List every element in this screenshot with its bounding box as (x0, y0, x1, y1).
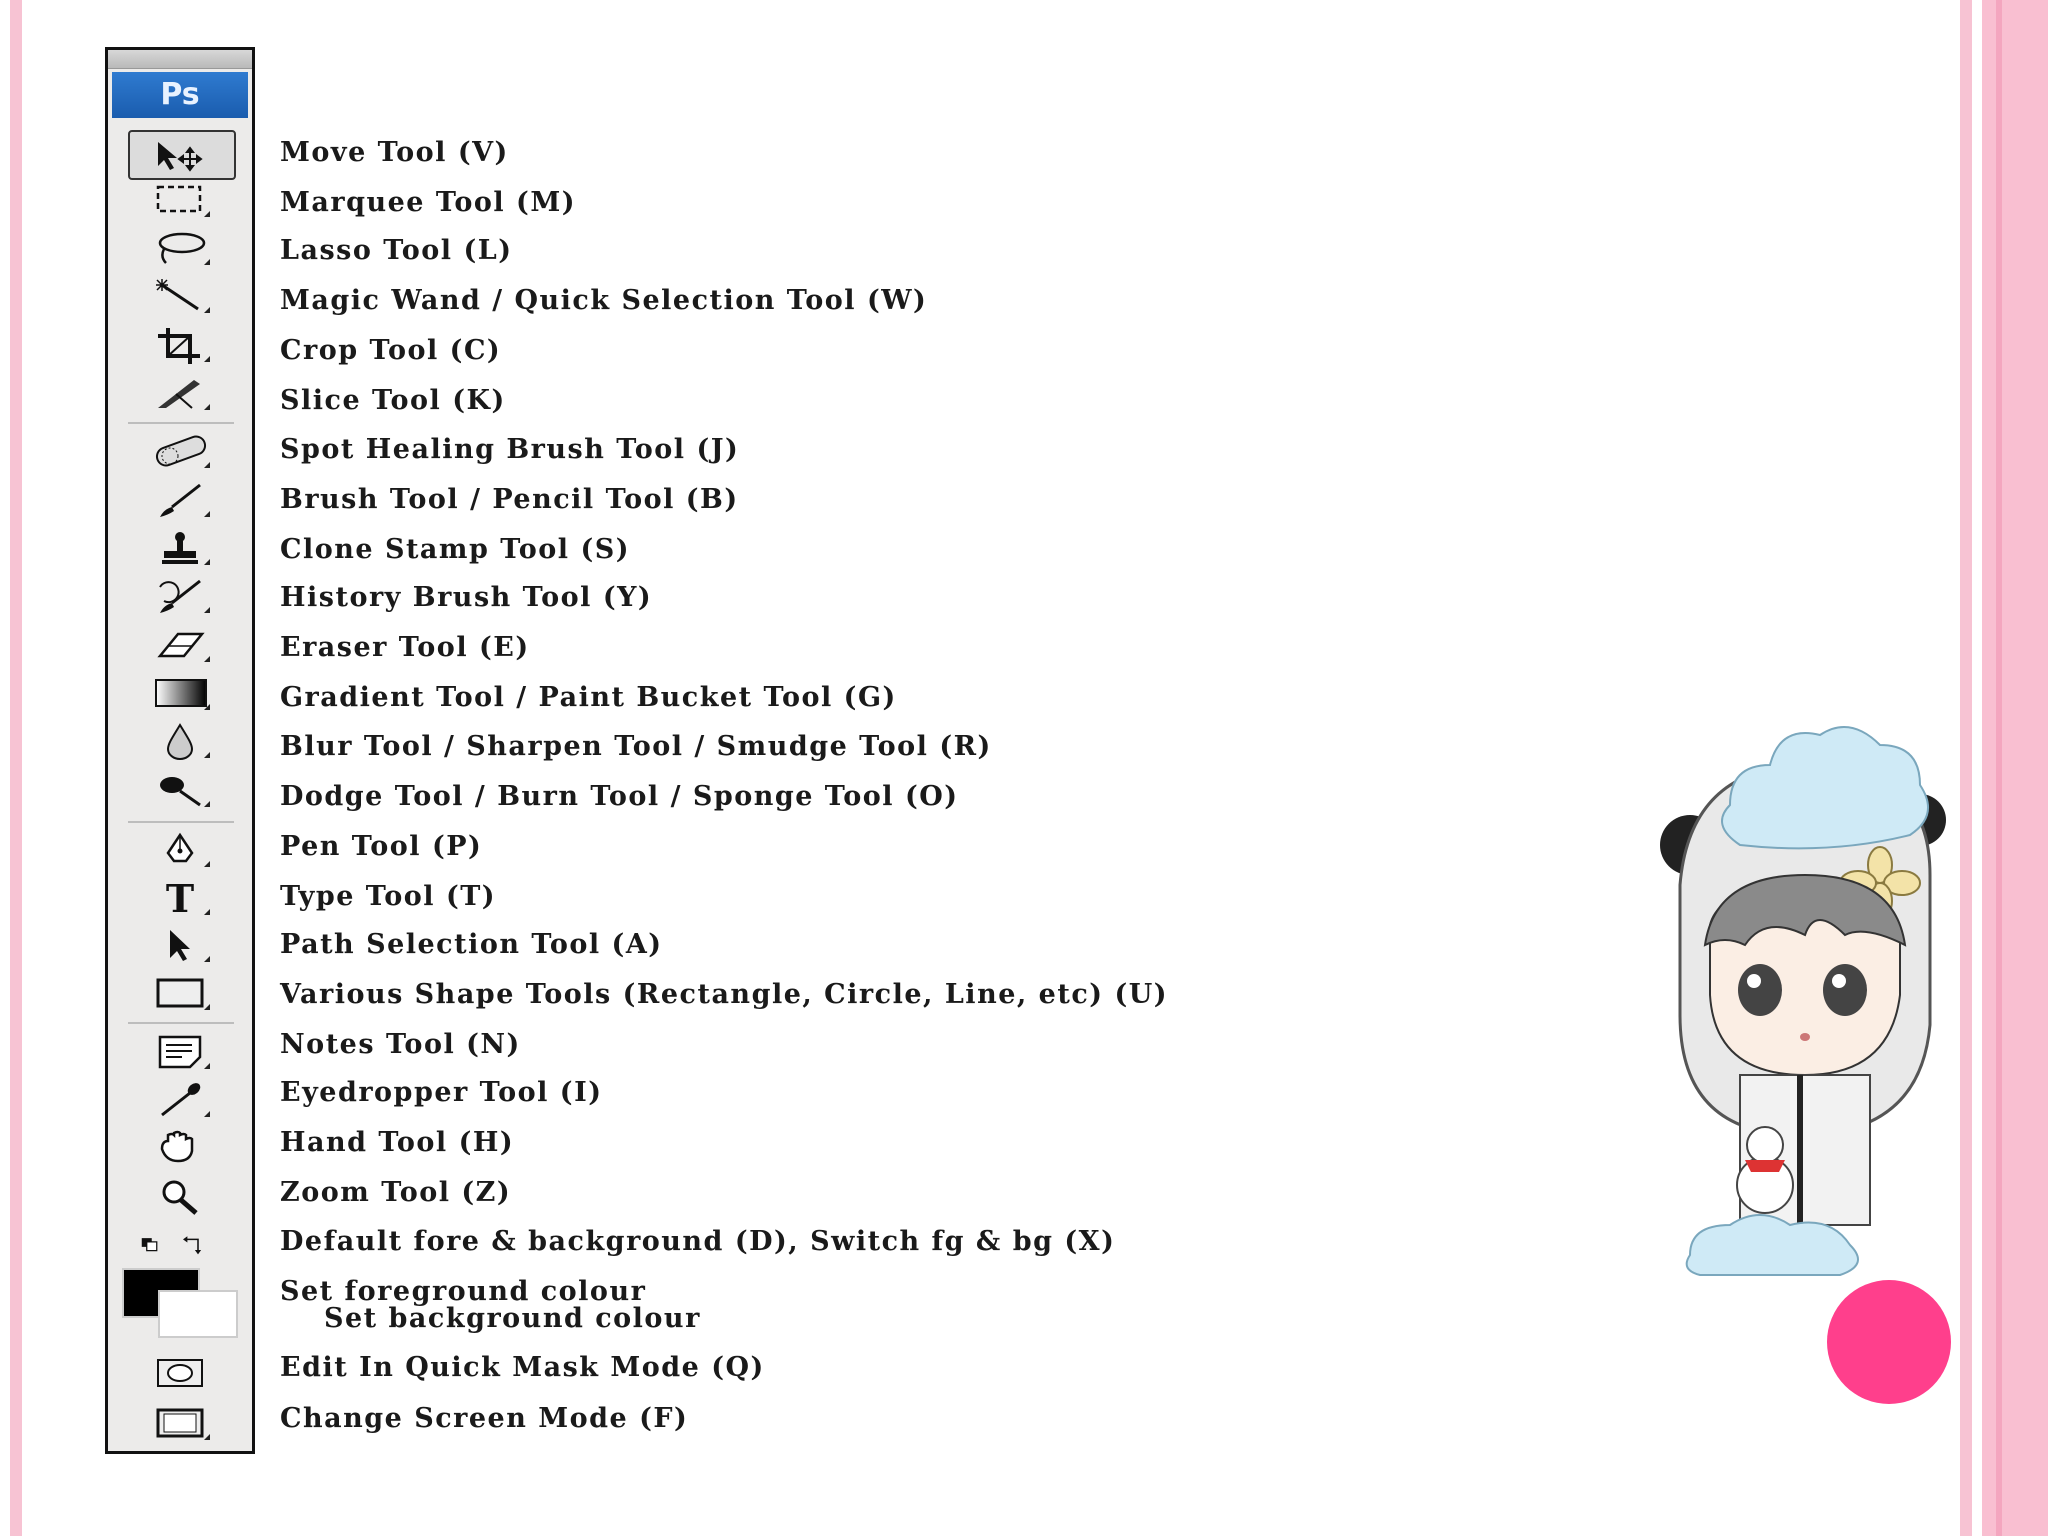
clone-stamp-tool-button[interactable] (128, 525, 232, 571)
default-colors-button[interactable] (118, 1222, 238, 1268)
lasso-icon (148, 229, 212, 267)
magic-wand-tool-button[interactable] (128, 273, 232, 319)
gradient-icon (148, 674, 212, 712)
left-border-stripe (10, 0, 22, 1536)
toolbar-separator (128, 821, 234, 823)
eraser-tool-button[interactable] (128, 622, 232, 668)
spot-healing-tool-button[interactable] (128, 428, 232, 474)
right-border-band (1982, 0, 2048, 1536)
toolbar-separator (128, 422, 234, 424)
submenu-triangle-icon (204, 356, 210, 362)
background-color-label: Set background colour (324, 1303, 701, 1334)
history-brush-icon (148, 577, 212, 615)
background-color-swatch[interactable] (158, 1290, 238, 1338)
eraser-tool-label: Eraser Tool (E) (280, 632, 530, 663)
submenu-triangle-icon (204, 607, 210, 613)
marquee-tool-label: Marquee Tool (M) (280, 187, 576, 218)
path-selection-tool-button[interactable] (128, 922, 232, 968)
move-tool-button[interactable] (128, 130, 236, 180)
submenu-triangle-icon (204, 909, 210, 915)
magnifier-icon (148, 1178, 212, 1216)
dodge-tool-label: Dodge Tool / Burn Tool / Sponge Tool (O) (280, 781, 959, 812)
rectangle-icon (148, 974, 212, 1012)
ps-logo: Ps (112, 72, 248, 118)
move-icon (150, 136, 214, 174)
toolbar-separator (128, 1022, 234, 1024)
history-brush-tool-label: History Brush Tool (Y) (280, 582, 653, 613)
submenu-triangle-icon (204, 1434, 210, 1440)
gradient-tool-button[interactable] (128, 670, 232, 716)
submenu-triangle-icon (204, 211, 210, 217)
crop-tool-button[interactable] (128, 322, 232, 368)
drop-icon (148, 722, 212, 760)
hand-tool-button[interactable] (128, 1125, 232, 1171)
crop-icon (148, 326, 212, 364)
hand-icon (148, 1129, 212, 1167)
lasso-tool-label: Lasso Tool (L) (280, 235, 513, 266)
clone-stamp-tool-label: Clone Stamp Tool (S) (280, 534, 630, 565)
brush-icon (148, 481, 212, 519)
path-selection-tool-label: Path Selection Tool (A) (280, 929, 663, 960)
photoshop-toolbar (105, 47, 255, 1454)
submenu-triangle-icon (204, 1063, 210, 1069)
arrow-icon (148, 926, 212, 964)
pen-tool-label: Pen Tool (P) (280, 831, 483, 862)
eyedropper-tool-label: Eyedropper Tool (I) (280, 1077, 603, 1108)
submenu-triangle-icon (204, 704, 210, 710)
svg-text:T: T (165, 879, 195, 917)
type-tool-label: Type Tool (T) (280, 881, 497, 912)
default-colors-label: Default fore & background (D), Switch fg & bg (X) (280, 1226, 1116, 1257)
crop-tool-label: Crop Tool (C) (280, 335, 502, 366)
quick-mask-icon (148, 1354, 212, 1392)
submenu-triangle-icon (204, 511, 210, 517)
move-tool-label: Move Tool (V) (280, 137, 509, 168)
submenu-triangle-icon (204, 1004, 210, 1010)
eraser-icon (148, 626, 212, 664)
quick-mask-label: Edit In Quick Mask Mode (Q) (280, 1352, 765, 1383)
notes-icon (148, 1033, 212, 1071)
pink-circle-decoration (1827, 1280, 1951, 1404)
right-border-line (1996, 0, 2002, 1536)
swap-colors-icon (178, 1226, 218, 1264)
submenu-triangle-icon (204, 1111, 210, 1117)
foreground-color-label: Set foreground colour (280, 1276, 647, 1307)
gradient-tool-label: Gradient Tool / Paint Bucket Tool (G) (280, 682, 897, 713)
submenu-triangle-icon (204, 307, 210, 313)
lasso-tool-button[interactable] (128, 225, 232, 271)
brush-tool-button[interactable] (128, 477, 232, 523)
brush-tool-label: Brush Tool / Pencil Tool (B) (280, 484, 739, 515)
submenu-triangle-icon (204, 462, 210, 468)
history-brush-tool-button[interactable] (128, 573, 232, 619)
blur-tool-label: Blur Tool / Sharpen Tool / Smudge Tool (R) (280, 731, 992, 762)
submenu-triangle-icon (204, 861, 210, 867)
type-icon (148, 879, 212, 917)
magic-wand-icon (148, 277, 212, 315)
submenu-triangle-icon (204, 259, 210, 265)
screen-mode-button[interactable] (128, 1400, 232, 1446)
submenu-triangle-icon (204, 956, 210, 962)
notes-tool-button[interactable] (128, 1029, 232, 1075)
chibi-panda-girl-illustration (1650, 715, 1950, 1285)
eyedropper-icon (148, 1081, 212, 1119)
marquee-tool-button[interactable] (128, 177, 232, 223)
dodge-tool-button[interactable] (128, 767, 232, 813)
stamp-icon (148, 529, 212, 567)
type-tool-button[interactable] (128, 875, 232, 921)
zoom-tool-button[interactable] (128, 1174, 232, 1220)
slice-tool-button[interactable] (128, 370, 232, 416)
marquee-icon (148, 181, 212, 219)
shape-tool-label: Various Shape Tools (Rectangle, Circle, Line, etc) (U) (280, 979, 1169, 1010)
dodge-icon (148, 771, 212, 809)
notes-tool-label: Notes Tool (N) (280, 1029, 521, 1060)
hand-tool-label: Hand Tool (H) (280, 1127, 515, 1158)
toolbar-grip[interactable] (108, 50, 252, 69)
screen-mode-icon (148, 1404, 212, 1442)
eyedropper-tool-button[interactable] (128, 1077, 232, 1123)
pen-tool-button[interactable] (128, 827, 232, 873)
slice-icon (148, 374, 212, 412)
spot-healing-tool-label: Spot Healing Brush Tool (J) (280, 434, 740, 465)
right-border-stripe (1960, 0, 1972, 1536)
bandage-icon (148, 432, 212, 470)
shape-tool-button[interactable] (128, 970, 232, 1016)
screen-mode-label: Change Screen Mode (F) (280, 1403, 689, 1434)
magic-wand-tool-label: Magic Wand / Quick Selection Tool (W) (280, 285, 928, 316)
zoom-tool-label: Zoom Tool (Z) (280, 1177, 512, 1208)
blur-tool-button[interactable] (128, 718, 232, 764)
quick-mask-button[interactable] (128, 1350, 232, 1396)
default-colors-icon (138, 1226, 178, 1264)
submenu-triangle-icon (204, 752, 210, 758)
slice-tool-label: Slice Tool (K) (280, 385, 506, 416)
submenu-triangle-icon (204, 801, 210, 807)
submenu-triangle-icon (204, 404, 210, 410)
pen-icon (148, 831, 212, 869)
submenu-triangle-icon (204, 656, 210, 662)
submenu-triangle-icon (204, 559, 210, 565)
